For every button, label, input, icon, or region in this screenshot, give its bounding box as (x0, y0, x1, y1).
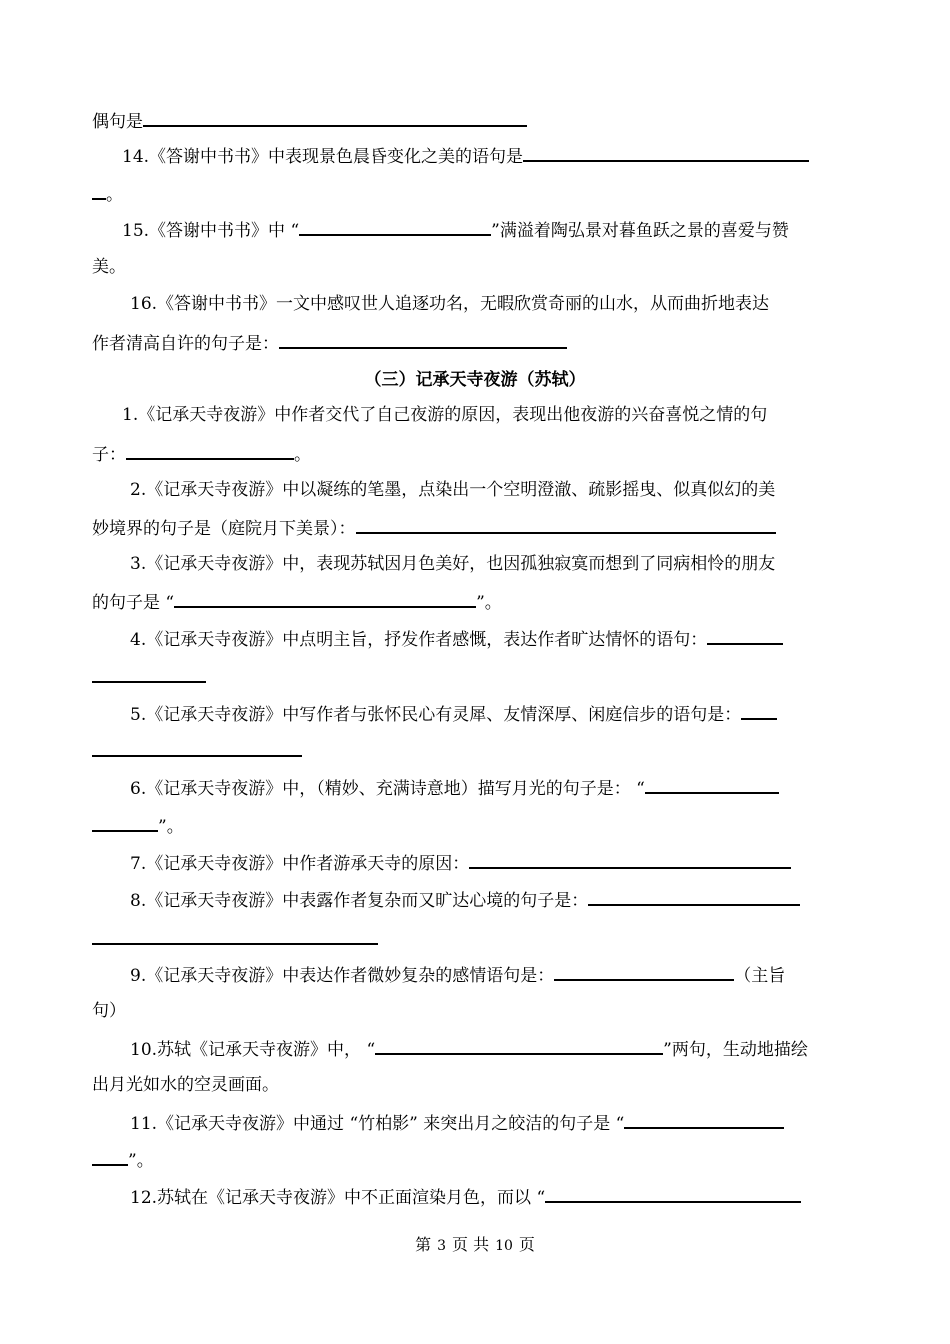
s-question-1 (122, 403, 767, 427)
s-question-3-cont (92, 589, 502, 615)
q14-text: 14.《答谢中书书》中表现景色晨昏变化之美的语句是 (122, 147, 524, 167)
footer-label: 页 共 (452, 1235, 490, 1254)
s7-text: 7.《记承天寺夜游》中作者游承天寺的原因： (130, 854, 470, 874)
answer-blank[interactable] (92, 738, 302, 757)
s3-text-a: 3.《记承天寺夜游》中，表现苏轼因月色美好，也因孤独寂寞而想到了同病相怜的朋友 (130, 554, 776, 574)
s-question-2-cont (92, 515, 776, 541)
answer-blank[interactable] (645, 775, 779, 794)
s6-text-a: 6.《记承天寺夜游》中，（精妙、充满诗意地）描写月光的句子是： “ (130, 779, 645, 799)
s-question-10 (130, 1036, 808, 1062)
s5-text: 5.《记承天寺夜游》中写作者与张怀民心有灵犀、友情深厚、闲庭信步的语句是： (130, 705, 742, 725)
s-question-4 (130, 626, 783, 652)
s12-text-a: 12.苏轼在《记承天寺夜游》中不正面渲染月色，而以 “ (130, 1188, 546, 1208)
s-question-7 (130, 850, 791, 876)
s-question-11 (130, 1110, 784, 1136)
s4-text: 4.《记承天寺夜游》中点明主旨，抒发作者感慨，表达作者旷达情怀的语句： (130, 630, 708, 650)
s-question-2 (130, 478, 775, 502)
s8-text: 8.《记承天寺夜游》中表露作者复杂而又旷达心境的句子是： (130, 891, 589, 911)
answer-blank[interactable] (741, 701, 777, 720)
footer-label: 第 (415, 1235, 432, 1254)
s-question-5 (130, 701, 777, 727)
s3-end: ”。 (476, 593, 502, 613)
question-15-cont (92, 255, 126, 279)
answer-blank[interactable] (92, 926, 378, 945)
answer-blank[interactable] (279, 330, 567, 349)
total-page-count: 10 (495, 1238, 513, 1254)
answer-blank[interactable] (554, 962, 734, 981)
q16-text-a: 16.《答谢中书书》一文中感叹世人追逐功名，无暇欣赏奇丽的山水，从而曲折地表达 (130, 294, 770, 314)
s2-text-b: 妙境界的句子是（庭院月下美景）： (92, 519, 356, 539)
s1-end: 。 (294, 445, 311, 465)
answer-blank[interactable] (624, 1110, 784, 1129)
question-14-cont (92, 181, 123, 207)
answer-blank[interactable] (174, 589, 476, 608)
answer-blank[interactable] (92, 813, 158, 832)
s-question-4-cont (92, 664, 206, 690)
answer-blank[interactable] (588, 887, 800, 906)
s2-text-a: 2.《记承天寺夜游》中以凝练的笔墨，点染出一个空明澄澈、疏影摇曳、似真似幻的美 (130, 480, 776, 500)
s10-text-a: 10.苏轼《记承天寺夜游》中， “ (130, 1040, 376, 1060)
page-footer (0, 1234, 950, 1257)
footer-label: 页 (518, 1235, 535, 1254)
answer-blank[interactable] (545, 1184, 801, 1203)
answer-blank[interactable] (375, 1036, 663, 1055)
q13-text: 偶句是 (92, 112, 143, 132)
answer-blank[interactable] (523, 143, 809, 162)
q14-end: 。 (106, 185, 123, 205)
question-16-cont (92, 330, 567, 356)
s-question-9 (130, 962, 785, 988)
s6-end: ”。 (158, 817, 184, 837)
s3-text-b: 的句子是 “ (92, 593, 175, 613)
answer-blank[interactable] (92, 1147, 128, 1166)
s-question-3 (130, 552, 775, 576)
q13-continuation (92, 108, 527, 134)
s9-text-b: （主旨 (734, 966, 786, 986)
s-question-1-cont (92, 441, 311, 467)
s-question-8 (130, 887, 800, 913)
s-question-11-cont (92, 1147, 154, 1173)
s1-text-a: 1.《记承天寺夜游》中作者交代了自己夜游的原因，表现出他夜游的兴奋喜悦之情的句 (122, 405, 768, 425)
s11-text-a: 11.《记承天寺夜游》中通过 “竹柏影” 来突出月之皎洁的句子是 “ (130, 1114, 625, 1134)
s11-end: ”。 (128, 1151, 154, 1171)
question-14 (122, 143, 809, 169)
s-question-5-cont (92, 738, 302, 764)
q16-text-b: 作者清高自许的句子是： (92, 334, 279, 354)
s10-text-c: 出月光如水的空灵画面。 (92, 1075, 279, 1095)
answer-blank[interactable] (707, 626, 783, 645)
s9-text-c: 句） (92, 1001, 126, 1021)
question-16 (130, 292, 769, 316)
q15-text-b: ”满溢着陶弘景对暮鱼跃之景的喜爱与赞 (491, 221, 789, 241)
q15-text-a: 15.《答谢中书书》中 “ (122, 221, 300, 241)
question-15 (122, 217, 789, 243)
answer-blank[interactable] (92, 664, 206, 683)
s1-text-b: 子： (92, 445, 126, 465)
s-question-12 (130, 1184, 801, 1210)
answer-blank[interactable] (143, 108, 527, 127)
answer-blank[interactable] (356, 515, 776, 534)
q15-text-c: 美。 (92, 257, 126, 277)
section-title: （三）记承天寺夜游（苏轼） (364, 370, 586, 390)
s-question-8-cont (92, 926, 378, 952)
answer-blank[interactable] (299, 217, 491, 236)
answer-blank[interactable] (92, 181, 106, 200)
s-question-6-cont (92, 813, 184, 839)
s-question-9-cont (92, 999, 126, 1023)
answer-blank[interactable] (126, 441, 294, 460)
s-question-10-cont (92, 1073, 279, 1097)
s10-text-b: ”两句，生动地描绘 (663, 1040, 808, 1060)
answer-blank[interactable] (469, 850, 791, 869)
s9-text-a: 9.《记承天寺夜游》中表达作者微妙复杂的感情语句是： (130, 966, 555, 986)
current-page-number: 3 (437, 1238, 446, 1254)
s-question-6 (130, 775, 779, 801)
